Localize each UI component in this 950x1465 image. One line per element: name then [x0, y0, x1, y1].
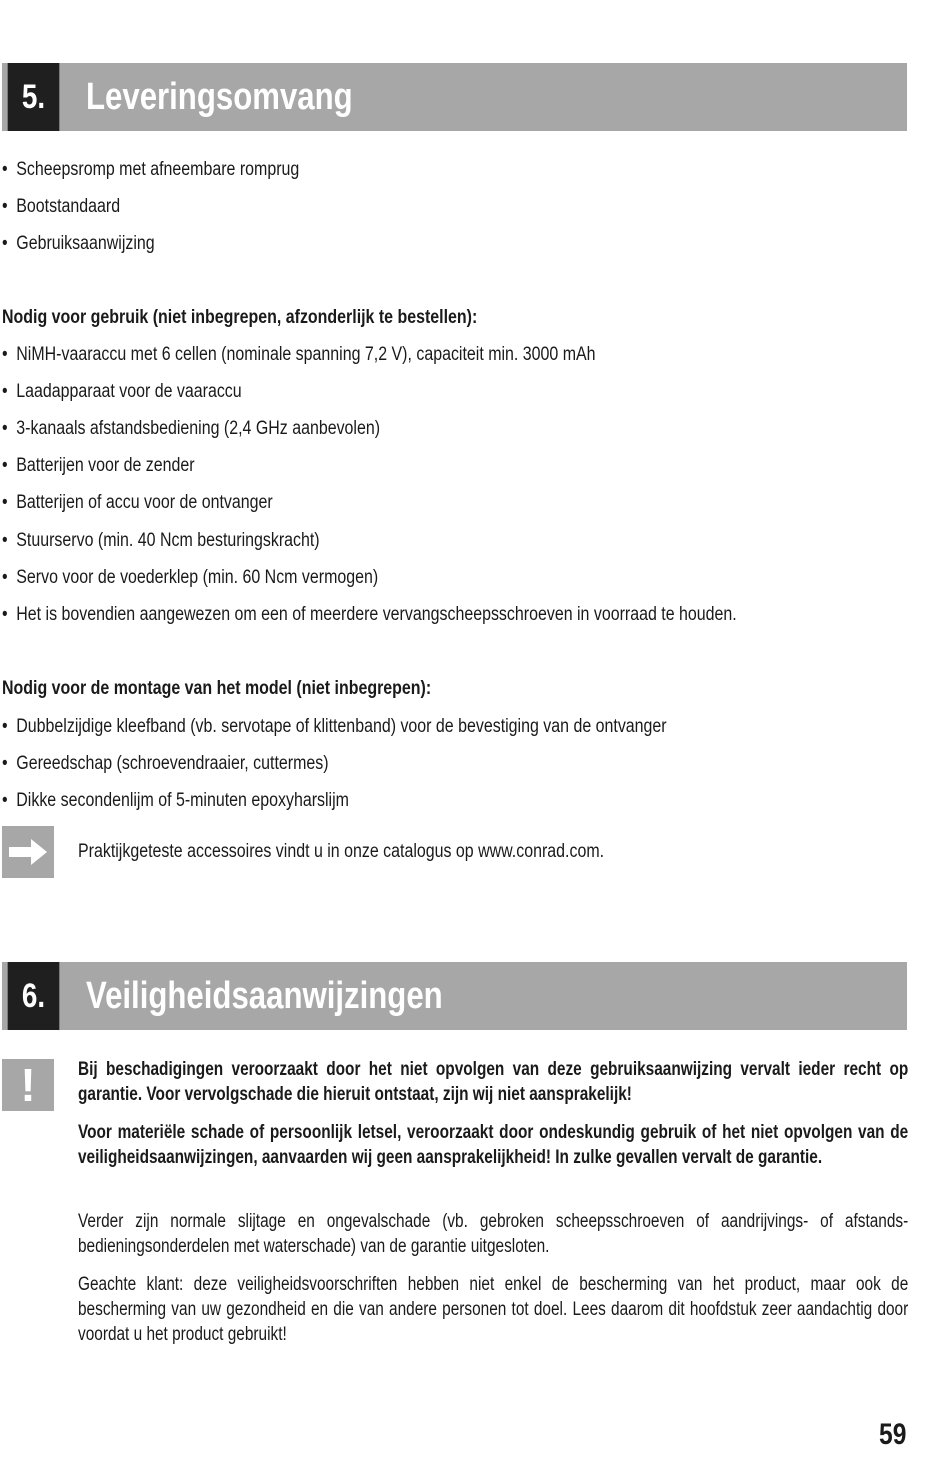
section-title: Veiligheidsaanwijzingen	[86, 975, 443, 1017]
tip-text: Praktijkgeteste accessoires vindt u in onze catalogus op www.conrad.com.	[78, 841, 605, 862]
bullet-icon: •	[2, 159, 8, 180]
bullet-icon: •	[2, 344, 8, 365]
list-item: • Servo voor de voederklep (min. 60 Ncm vermogen)	[2, 567, 379, 588]
section-title: Leveringsomvang	[86, 76, 353, 118]
warning-icon: !	[2, 1059, 54, 1111]
list-item: • Laadapparaat voor de vaaraccu	[2, 381, 242, 402]
bullet-icon: •	[2, 492, 8, 513]
list-item: • Dubbelzijdige kleefband (vb. servotape of klittenband) voor de bevestiging van de ontvanger	[2, 716, 667, 737]
body-paragraph: Verder zijn normale slijtage en ongevalschade (vb. gebroken scheepsschroeven of aandrijvings- of afstands-bedieningsonderdelen met waterschade) van de garantie uitgesloten.	[78, 1211, 909, 1257]
bullet-icon: •	[2, 567, 8, 588]
section-6-header	[2, 962, 907, 1030]
list-item: • Batterijen voor de zender	[2, 455, 195, 476]
required-heading: Nodig voor gebruik (niet inbegrepen, afzonderlijk te bestellen):	[2, 307, 478, 328]
bullet-icon: •	[2, 233, 8, 254]
warning-paragraph: Bij beschadigingen veroorzaakt door het niet opvolgen van deze gebruiksaanwijzing vervalt ieder recht op garantie. Voor vervolgschade die hieruit ontstaat, zijn wij niet aansprakelijk!	[78, 1059, 909, 1105]
arrow-right-icon	[2, 826, 54, 878]
list-item: • 3-kanaals afstandsbediening (2,4 GHz aanbevolen)	[2, 418, 381, 439]
bullet-icon: •	[2, 455, 8, 476]
bullet-icon: •	[2, 604, 8, 625]
list-item: • Dikke secondenlijm of 5-minuten epoxyharslijm	[2, 790, 349, 811]
body-paragraph: Geachte klant: deze veiligheidsvoorschriften hebben niet enkel de bescherming van het product, maar ook de bescherming van uw gezondheid en die van andere personen tot doel. Lees daarom dit hoofdstuk zeer aandachtig door voordat u het product gebruikt!	[78, 1274, 909, 1345]
bullet-icon: •	[2, 530, 8, 551]
list-item: • NiMH-vaaraccu met 6 cellen (nominale spanning 7,2 V), capaciteit min. 3000 mAh	[2, 344, 596, 365]
section-number: 5.	[8, 63, 60, 131]
section-number: 6.	[8, 962, 60, 1030]
assembly-heading: Nodig voor de montage van het model (niet inbegrepen):	[2, 678, 432, 699]
list-item: • Gebruiksaanwijzing	[2, 233, 155, 254]
bullet-icon: •	[2, 790, 8, 811]
bullet-icon: •	[2, 753, 8, 774]
bullet-icon: •	[2, 418, 8, 439]
bullet-icon: •	[2, 716, 8, 737]
bullet-icon: •	[2, 196, 8, 217]
list-item: • Stuurservo (min. 40 Ncm besturingskracht)	[2, 530, 320, 551]
list-item: • Het is bovendien aangewezen om een of meerdere vervangscheepsschroeven in voorraad te houden.	[2, 604, 737, 625]
page-number: 59	[878, 1418, 906, 1451]
bullet-icon: •	[2, 381, 8, 402]
warning-paragraph: Voor materiële schade of persoonlijk letsel, veroorzaakt door ondeskundig gebruik of het niet opvolgen van de veiligheidsaanwijzingen, aanvaarden wij geen aansprakelijkheid! In zulke gevallen vervalt de garantie.	[78, 1122, 909, 1168]
list-item: • Bootstandaard	[2, 196, 121, 217]
section-5-header	[2, 63, 907, 131]
list-item: • Scheepsromp met afneembare romprug	[2, 159, 300, 180]
list-item: • Gereedschap (schroevendraaier, cuttermes)	[2, 753, 329, 774]
list-item: • Batterijen of accu voor de ontvanger	[2, 492, 273, 513]
